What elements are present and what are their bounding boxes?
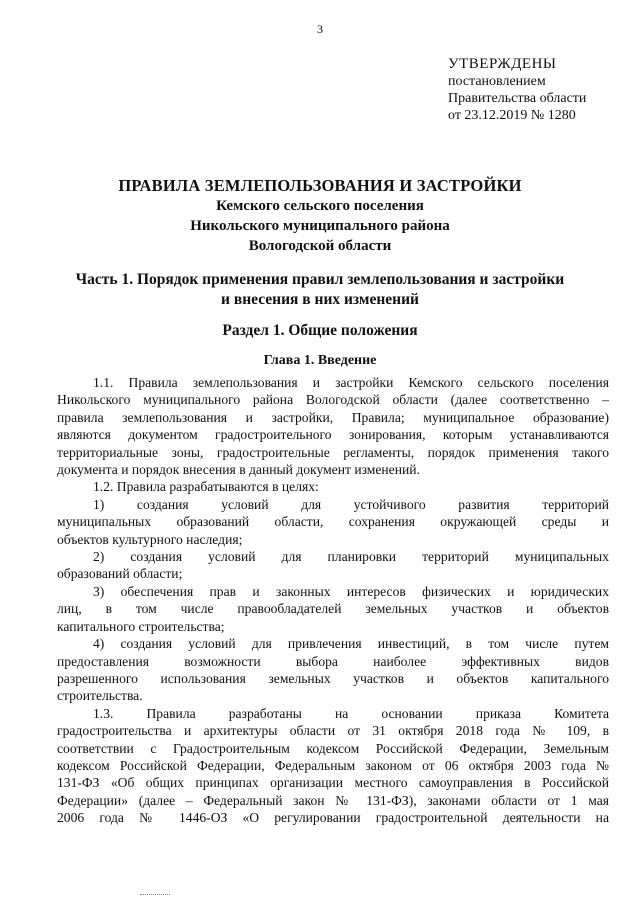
text-line: 2006 года № 1446-ОЗ «О регулировании градостроительной деятельности на	[57, 810, 609, 826]
text-line: 1) создания условий для устойчивого развития территорий	[93, 496, 609, 512]
part-heading-line-2: и внесения в них изменений	[221, 291, 419, 308]
text-line: Никольского муниципального района Вологодской области (далее соответственно –	[57, 392, 609, 408]
text-line: капитального строительства;	[57, 618, 225, 634]
text-line: строительства.	[57, 688, 143, 704]
scan-artifact	[140, 894, 170, 897]
body-text	[57, 374, 609, 827]
document-title: ПРАВИЛА ЗЕМЛЕПОЛЬЗОВАНИЯ И ЗАСТРОЙКИ	[118, 176, 522, 195]
text-line: территориальные зоны, градостроительные регламенты, порядок применения такого	[57, 444, 609, 460]
chapter-heading: Глава 1. Введение	[263, 353, 377, 368]
document-subtitle-region: Вологодской области	[248, 238, 392, 254]
page-number: 3	[317, 22, 323, 36]
text-line: 131-ФЗ «Об общих принципах организации местного самоуправления в Российской	[57, 775, 609, 791]
text-line: 3) обеспечения прав и законных интересов физических и юридических	[93, 583, 609, 599]
text-line: правила землепользования и застройки, Правила; муниципальное образование)	[57, 409, 609, 425]
text-line: разрешенного использования земельных участков и объектов капитального	[57, 670, 609, 686]
approval-stamp: УТВЕРЖДЕНЫ	[448, 56, 557, 72]
document-subtitle-settlement: Кемского сельского поселения	[216, 198, 424, 214]
document-title-block	[40, 176, 600, 256]
text-line: соответствии с Градостроительным кодексом Российской Федерации, Земельным	[57, 740, 609, 756]
text-line: 1.3. Правила разработаны на основании приказа Комитета	[93, 705, 609, 721]
text-line: образований области;	[57, 566, 183, 582]
approval-line-2: Правительства области	[448, 91, 587, 106]
text-line: лиц, в том числе правообладателей земельных участков и объектов	[57, 601, 609, 617]
text-line: предоставления возможности выбора наиболее эффективных видов	[57, 653, 609, 669]
document-subtitle-district: Никольского муниципального района	[190, 218, 450, 234]
text-line: являются документом градостроительного зонирования, которым устанавливаются	[57, 427, 609, 443]
approval-block	[448, 56, 586, 124]
text-line: градостроительства и архитектуры области от 31 октября 2018 года № 109, в	[57, 723, 609, 739]
text-line: кодексом Российской Федерации, Федеральным законом от 06 октября 2003 года №	[57, 757, 609, 773]
part-heading	[40, 270, 600, 310]
approval-line-1: постановлением	[448, 74, 546, 89]
text-line: муниципальных образований области, сохранения окружающей среды и	[57, 514, 609, 530]
text-line: объектов культурного наследия;	[57, 531, 243, 547]
approval-line-3: от 23.12.2019 № 1280	[448, 108, 576, 123]
part-heading-line-1: Часть 1. Порядок применения правил землепользования и застройки	[75, 271, 565, 288]
text-line: 1.2. Правила разрабатываются в целях:	[93, 479, 319, 495]
text-line: 4) создания условий для привлечения инвестиций, в том числе путем	[93, 636, 609, 652]
text-line: 1.1. Правила землепользования и застройки Кемского сельского поселения	[93, 375, 609, 390]
text-line: 2) создания условий для планировки территорий муниципальных	[93, 549, 609, 565]
text-line: документа и порядок внесения в данный документ изменений.	[57, 462, 420, 478]
section-heading: Раздел 1. Общие положения	[222, 322, 418, 339]
text-line: Федерации» (далее – Федеральный закон № 131-ФЗ), законами области от 1 мая	[57, 792, 609, 808]
